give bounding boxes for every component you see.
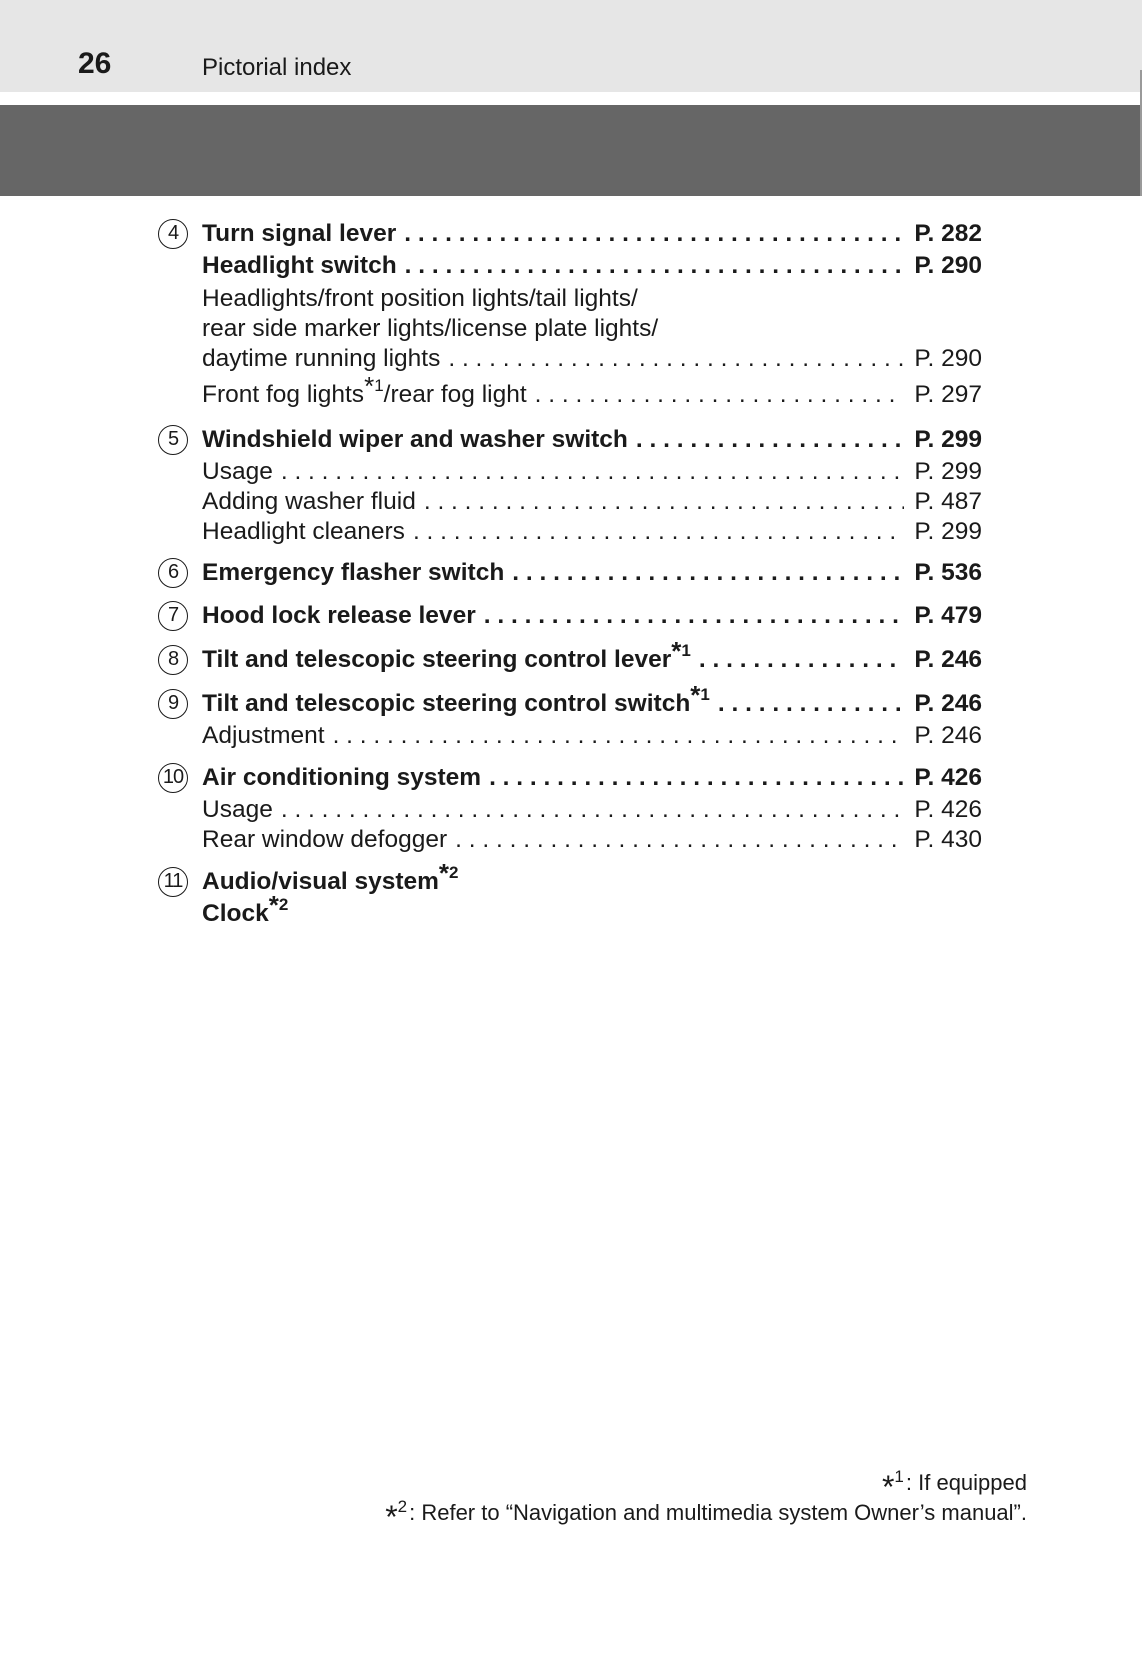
entry-page: P. 246 (914, 722, 982, 749)
index-entry[interactable] (202, 218, 982, 250)
asterisk: * (690, 680, 701, 710)
section-title: Pictorial index (202, 54, 352, 81)
dot-leader (281, 794, 904, 826)
index-subentry[interactable] (202, 720, 982, 752)
footnote-mark (438, 858, 459, 888)
footnote-text: : Refer to “Navigation and multimedia system Owner’s manual”. (409, 1500, 1027, 1525)
entry-page: P. 282 (914, 220, 982, 247)
dot-leader (484, 600, 905, 632)
entry-label: Emergency flasher switch (202, 559, 505, 586)
entry-page: P. 246 (914, 690, 982, 717)
footnote-number: 1 (700, 685, 710, 704)
index-entry[interactable] (202, 762, 982, 794)
entry-page: P. 299 (914, 458, 982, 485)
callout-number: 5 (158, 425, 188, 455)
entry-label (202, 680, 710, 720)
index-subentry[interactable] (202, 516, 982, 548)
dot-leader (404, 218, 904, 250)
entry-label: Headlight switch (202, 252, 397, 279)
entry-description: rear side marker lights/license plate lights/ (202, 315, 659, 342)
footnote-mark (364, 371, 384, 401)
entry-page: P. 297 (914, 381, 982, 408)
entry-label: Usage (202, 458, 273, 485)
index-entry[interactable] (202, 600, 982, 632)
footnotes (385, 1467, 1027, 1535)
footnote-text: : If equipped (905, 1470, 1027, 1495)
index-subentry[interactable] (202, 486, 982, 518)
asterisk: * (364, 371, 375, 401)
dot-leader (512, 557, 904, 589)
entry-label: Adjustment (202, 722, 325, 749)
label-text: /rear fog light (383, 381, 527, 408)
index-entry[interactable] (202, 557, 982, 589)
index-subentry[interactable] (202, 371, 982, 411)
dot-leader (281, 456, 904, 488)
index-entry[interactable] (202, 424, 982, 456)
footnote-mark (690, 680, 710, 710)
footnote-number: 2 (397, 1497, 408, 1516)
label-text: Clock (202, 900, 269, 927)
dot-leader (718, 688, 904, 720)
entry-page: P. 426 (914, 764, 982, 791)
asterisk: * (385, 1499, 398, 1535)
dot-leader (413, 516, 904, 548)
footnote (385, 1467, 1027, 1505)
section-band (0, 105, 1142, 196)
asterisk: * (671, 636, 682, 666)
entry-page: P. 536 (914, 559, 982, 586)
callout-number: 6 (158, 558, 188, 588)
dot-leader (535, 379, 905, 411)
page-number: 26 (78, 47, 112, 80)
entry-description: Headlights/front position lights/tail lights/ (202, 285, 638, 312)
entry-page: P. 479 (914, 602, 982, 629)
callout-number: 9 (158, 689, 188, 719)
entry-label: Turn signal lever (202, 220, 397, 247)
entry-label: Headlight cleaners (202, 518, 405, 545)
entry-page: P. 290 (914, 345, 982, 372)
entry-label: Windshield wiper and washer switch (202, 426, 628, 453)
asterisk: * (268, 890, 279, 920)
footnote-number: 1 (894, 1467, 904, 1486)
entry-label: Rear window defogger (202, 826, 448, 853)
label-text: Tilt and telescopic steering control lever (202, 646, 672, 673)
footnote-number: 2 (278, 895, 289, 914)
entry-page: P. 290 (914, 252, 982, 279)
entry-label: Hood lock release lever (202, 602, 476, 629)
footnote-number: 1 (681, 641, 691, 660)
index-entry[interactable] (202, 250, 982, 282)
dot-leader (333, 720, 905, 752)
callout-number: 8 (158, 645, 188, 675)
index-entry[interactable] (202, 636, 982, 676)
entry-label: daytime running lights (202, 345, 441, 372)
index-entry[interactable] (202, 680, 982, 720)
label-text: Front fog lights (202, 381, 365, 408)
callout-number: 10 (158, 763, 188, 793)
entry-page: P. 299 (914, 426, 982, 453)
dot-leader (489, 762, 904, 794)
entry-label: Air conditioning system (202, 764, 482, 791)
entry-label: Adding washer fluid (202, 488, 416, 515)
footnote (385, 1497, 1027, 1535)
callout-number: 7 (158, 601, 188, 631)
page-header (0, 0, 1142, 92)
label-text: Audio/visual system (202, 868, 439, 895)
index-subentry[interactable] (202, 794, 982, 826)
index-subentry[interactable] (202, 343, 982, 375)
entry-label (202, 636, 691, 676)
callout-number: 4 (158, 219, 188, 249)
entry-page: P. 430 (914, 826, 982, 853)
index-entry[interactable] (202, 890, 289, 930)
footnote-number: 1 (374, 376, 384, 395)
asterisk: * (438, 858, 450, 888)
footnote-mark (671, 636, 691, 666)
dot-leader (455, 824, 904, 856)
entry-label (202, 371, 527, 411)
label-text: Tilt and telescopic steering control switch (202, 690, 691, 717)
callout-number: 11 (158, 867, 188, 897)
entry-label: Usage (202, 796, 273, 823)
index-subentry[interactable] (202, 824, 982, 856)
asterisk: * (881, 1469, 895, 1505)
index-entry[interactable] (202, 858, 459, 898)
entry-page: P. 487 (914, 488, 982, 515)
dot-leader (699, 644, 904, 676)
entry-page: P. 426 (914, 796, 982, 823)
entry-page: P. 246 (914, 646, 982, 673)
entry-page: P. 299 (914, 518, 982, 545)
index-subentry[interactable] (202, 456, 982, 488)
dot-leader (405, 250, 905, 282)
dot-leader (636, 424, 904, 456)
footnote-mark (268, 890, 289, 920)
dot-leader (424, 486, 904, 518)
dot-leader (448, 343, 904, 375)
footnote-number: 2 (449, 863, 459, 882)
